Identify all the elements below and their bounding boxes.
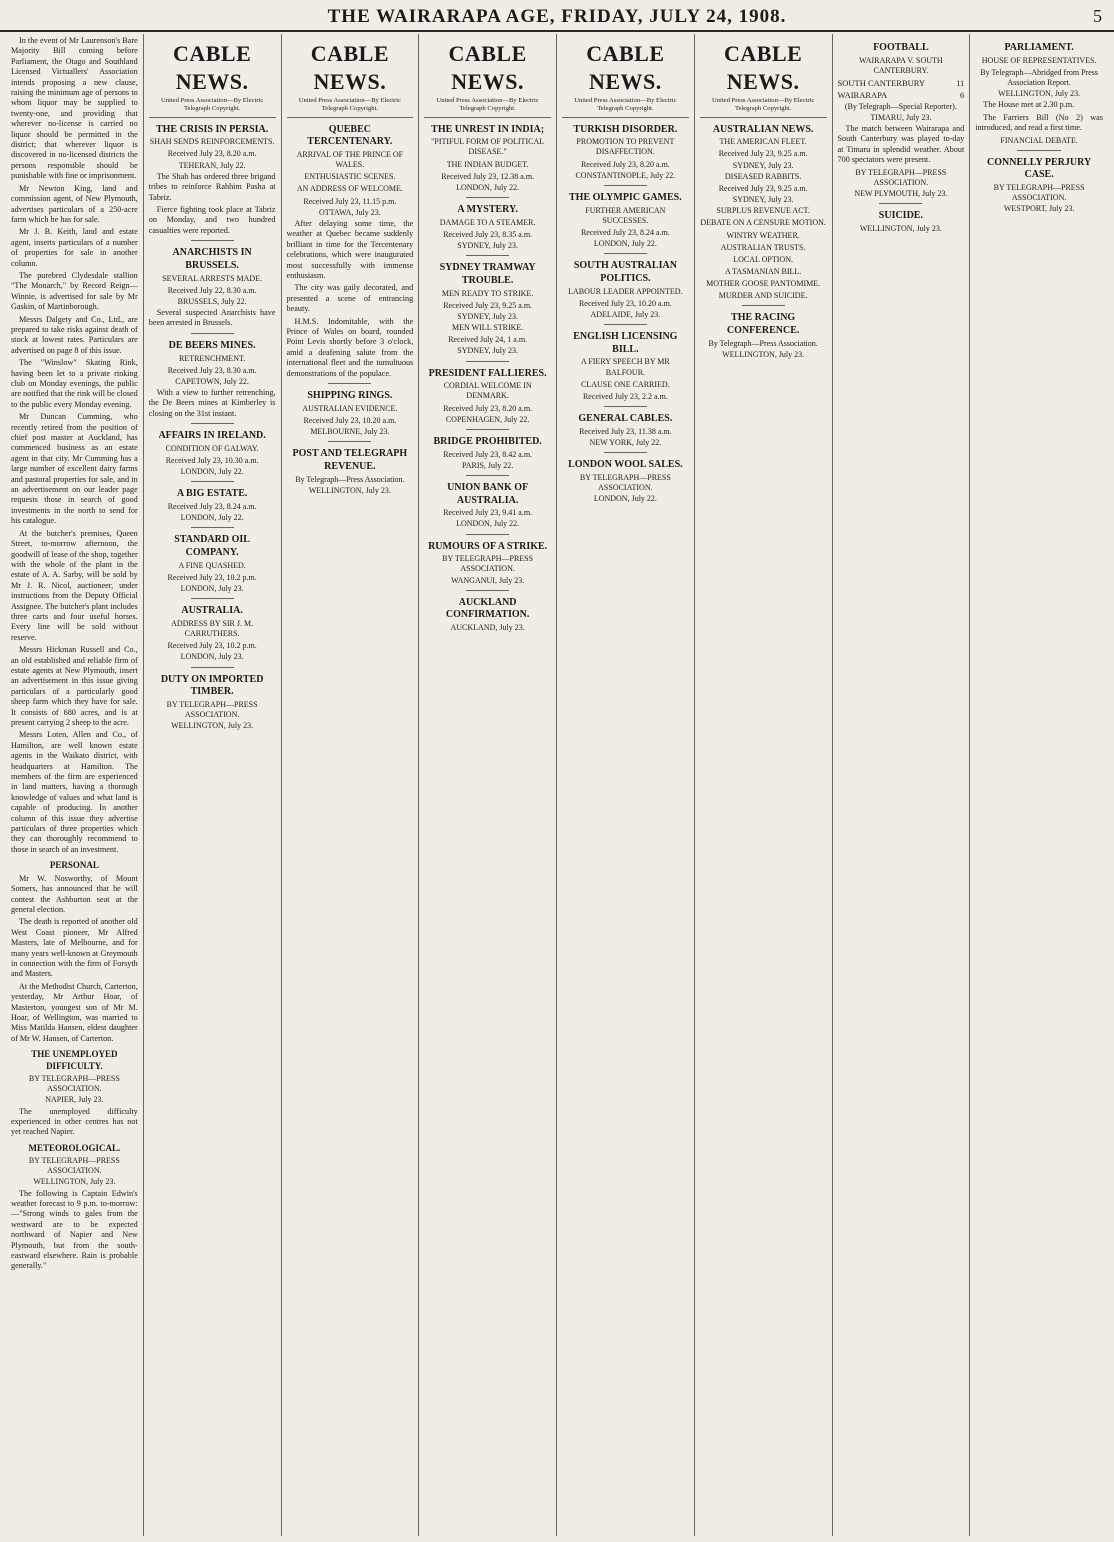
section-title: UNION BANK OF AUSTRALIA. — [447, 481, 529, 506]
section-subtitle: WAIRARAPA V. SOUTH CANTERBURY. — [859, 55, 943, 75]
section-title: STANDARD OIL COMPANY. — [174, 534, 250, 559]
score-row — [838, 78, 965, 89]
section-subtitle: CORDIAL WELCOME IN DENMARK. — [443, 381, 532, 401]
section-subtitle: CLAUSE ONE CARRIED. — [581, 379, 670, 389]
score-row — [838, 90, 965, 101]
section-subtitle: A TASMANIAN BILL. — [724, 267, 802, 276]
column-heading: CABLE NEWS. — [172, 41, 252, 94]
section-title: DE BEERS MINES. — [168, 339, 256, 351]
received-line: Received July 23, 10.2 p.m. — [167, 641, 257, 651]
section-subtitle: AUSTRALIAN EVIDENCE. — [302, 403, 398, 413]
dateline: SYDNEY, July 23. — [457, 241, 518, 251]
divider — [466, 197, 509, 198]
credit: BY TELEGRAPH—PRESS ASSOCIATION. — [28, 1156, 120, 1176]
section-title: A MYSTERY. — [457, 204, 518, 216]
section-title: THE CRISIS IN PERSIA. — [155, 123, 269, 135]
paragraph: The "Winslow" Skating Rink, having been let to a private rinking club on Monday evenings, the public are notified that the rink will be closed to the public every Monday evening. — [11, 358, 138, 409]
divider — [604, 185, 647, 186]
section-subtitle: MEN WILL STRIKE. — [451, 323, 524, 333]
paragraph: The House met at 2.30 p.m. — [983, 100, 1075, 110]
received-line: Received July 23, 8.20 a.m. — [443, 403, 533, 413]
received-line: Received July 23, 11.38 a.m. — [579, 426, 672, 436]
section-title: ENGLISH LICENSING BILL. — [573, 331, 678, 355]
paragraph: Messrs Hickman Russell and Co., an old established and reliable firm of estate agents at New Plymouth, insert an advertisement in this issue giving particulars of a particularly good sheep farm which they have for sale. It consists of 680 acres, and is at present carrying 2 sheep to the acre. — [11, 645, 138, 727]
received-line: Received July 23, 8.30 a.m. — [167, 365, 257, 375]
team-name: SOUTH CANTERBURY — [837, 78, 926, 88]
section-title: CONNELLY PERJURY CASE. — [987, 156, 1092, 181]
dateline: NEW PLYMOUTH, July 23. — [854, 188, 948, 198]
paragraph: In the event of Mr Laurenson's Bare Majority Bill coming before Parliament, the Otago and Southland Licensed Victuallers' Association intends proposing a new clause, raising the minimum age of persons to whom liquor may be supplied to twenty-one, and providing that wherever no-license is carried no liquor should be permitted in the district; that wherever liquor is discovered in no-licensed districts the persons responsible should be punishable with fine or imprisonment. — [11, 36, 138, 181]
dateline: OTTAWA, July 23. — [318, 207, 381, 217]
received-line: Received July 23, 9.25 a.m. — [718, 149, 808, 159]
received-line: Received July 23, 11.15 p.m. — [303, 196, 397, 206]
columns — [6, 34, 1108, 1536]
divider — [328, 383, 371, 384]
paragraph: Mr J. B. Keith, land and estate agent, inserts particulars of a number of properties for sale in another column. — [11, 227, 138, 268]
divider — [328, 441, 371, 442]
section-subtitle: WINTRY WEATHER. — [726, 230, 800, 240]
dateline: SYDNEY, July 23. — [732, 195, 794, 205]
section-subtitle: AN ADDRESS OF WELCOME. — [296, 184, 403, 194]
section-title: AUSTRALIAN NEWS. — [712, 123, 814, 135]
credit: BY TELEGRAPH—PRESS ASSOCIATION. — [579, 472, 671, 492]
paragraph: Mr Duncan Cumming, who recently retired from the position of chief post master at Auckland, has commenced business as an estate agent in that city. Mr Cumming has a large number of excellent dairy farms and pastoral properties for sale, and in an advertisement on our leader page requests those in search of good investments in the north to send for his catalogue. — [11, 412, 138, 526]
section-title: AUSTRALIA. — [181, 605, 243, 617]
section-subtitle: THE AMERICAN FLEET. — [719, 137, 807, 147]
received-line: Received July 23, 2.2 a.m. — [582, 391, 668, 401]
column-credit: United Press Association—By Electric Telegraph Copyright. — [149, 97, 276, 118]
divider — [604, 253, 647, 254]
divider — [191, 527, 234, 528]
column-3 — [282, 34, 420, 1536]
dateline: TEHERAN, July 22. — [178, 160, 246, 170]
received-line: Received July 23, 8.24 a.m. — [167, 502, 257, 512]
dateline: NAPIER, July 23. — [45, 1095, 104, 1105]
dateline: WELLINGTON, July 23. — [33, 1177, 116, 1187]
paragraph: The Shah has ordered three brigand tribes to reinforce Rahhim Pasha at Tabriz. — [148, 171, 276, 202]
column-6 — [695, 34, 833, 1536]
credit: BY TELEGRAPH—PRESS ASSOCIATION. — [993, 183, 1085, 203]
section-title: DUTY ON IMPORTED TIMBER. — [160, 673, 264, 698]
dateline: NEW YORK, July 22. — [589, 437, 662, 447]
dateline: LONDON, July 22. — [593, 494, 657, 504]
divider — [1017, 150, 1060, 151]
section-subtitle: LABOUR LEADER APPOINTED. — [568, 286, 683, 296]
paragraph: With a view to further retrenching, the De Beers mines at Kimberley is closing on the 31st instant. — [148, 388, 276, 418]
section-subtitle: ARRIVAL OF THE PRINCE OF WALES. — [296, 149, 404, 170]
section-subtitle: FINANCIAL DEBATE. — [1000, 135, 1078, 145]
section-subtitle: MURDER AND SUICIDE. — [718, 291, 808, 301]
divider — [191, 667, 234, 668]
column-heading: CABLE NEWS. — [586, 41, 665, 94]
credit: BY TELEGRAPH—PRESS ASSOCIATION. — [166, 699, 258, 720]
divider — [604, 324, 647, 325]
received-line: Received July 23, 8.24 a.m. — [580, 227, 670, 237]
divider — [191, 598, 234, 599]
received-line: Received July 23, 9.25 a.m. — [443, 300, 533, 310]
paragraph: The unemployed difficulty experienced in other centres has not yet reached Napier. — [11, 1106, 138, 1137]
divider — [191, 423, 234, 424]
dateline: WELLINGTON, July 23. — [998, 89, 1081, 99]
credit: BY TELEGRAPH—PRESS ASSOCIATION. — [442, 554, 534, 574]
divider — [466, 255, 509, 256]
section-subtitle: "PITIFUL FORM OF POLITICAL DISEASE." — [431, 137, 545, 157]
dateline: WELLINGTON, July 23. — [859, 223, 942, 233]
team-points: 11 — [956, 78, 965, 88]
section-title: METEOROLOGICAL. — [28, 1142, 121, 1153]
section-title: SUICIDE. — [878, 209, 923, 221]
dateline: LONDON, July 22. — [456, 519, 520, 529]
section-title: THE UNREST IN INDIA; — [431, 123, 545, 135]
paragraph: At the Methodist Church, Carterton, yesterday, Mr Arthur Hoar, of Masterton, youngest son of Mr M. Hoar, of Wellington, was married to Miss Matilda Hansen, eldest daughter of Mr W. Hansen, of Carterton. — [11, 981, 138, 1043]
section-title: FOOTBALL — [873, 42, 929, 53]
section-subtitle: MEN READY TO STRIKE. — [441, 288, 534, 298]
divider — [466, 475, 509, 476]
section-title: ANARCHISTS IN BRUSSELS. — [172, 247, 252, 271]
team-points: 6 — [960, 89, 965, 100]
dateline: COPENHAGEN, July 22. — [445, 414, 530, 424]
section-subtitle: ADDRESS BY SIR J. M. CARRUTHERS. — [171, 618, 254, 639]
section-title: PERSONAL — [49, 860, 99, 871]
dateline: SYDNEY, July 23. — [732, 160, 794, 170]
received-line: Received July 23, 9.41 a.m. — [443, 508, 533, 518]
paragraph: After delaying some time, the weather at Quebec became suddenly brilliant in time for the Tercentenary celebrations, which were inaugurated most successfully with immense enthusiasm. — [286, 218, 414, 280]
divider — [742, 305, 785, 306]
received-line: Received July 23, 8.42 a.m. — [443, 449, 533, 459]
section-title: THE RACING CONFERENCE. — [726, 312, 800, 337]
dateline: TIMARU, July 23. — [870, 112, 932, 122]
credit: By Telegraph—Press Association. — [295, 474, 405, 484]
column-credit: United Press Association—By Electric Telegraph Copyright. — [700, 97, 827, 118]
section-subtitle: SURPLUS REVENUE ACT. — [716, 206, 810, 216]
paragraph: Messrs Dalgety and Co., Ltd., are prepared to take risks against death of stock at lowest rates. Particulars are advertised on page 8 of this issue. — [11, 314, 138, 355]
dateline: WESTPORT, July 23. — [1003, 204, 1075, 214]
received-line: Received July 23, 12.38 a.m. — [441, 171, 535, 181]
received-line: Received July 23, 8.20 a.m. — [167, 149, 257, 159]
received-line: Received July 23, 10.2 p.m. — [167, 572, 257, 582]
column-credit: United Press Association—By Electric Telegraph Copyright. — [562, 97, 689, 118]
section-title: POST AND TELEGRAPH REVENUE. — [292, 448, 408, 472]
section-title: SHIPPING RINGS. — [307, 390, 393, 401]
divider — [604, 406, 647, 407]
section-subtitle: LOCAL OPTION. — [733, 254, 793, 264]
dateline: WELLINGTON, July 23. — [308, 485, 391, 495]
masthead-title: THE WAIRARAPA AGE, FRIDAY, JULY 24, 1908. — [327, 6, 787, 27]
divider — [191, 240, 234, 241]
column-5 — [557, 34, 695, 1536]
dateline: CAPETOWN, July 22. — [175, 376, 249, 386]
section-subtitle: DEBATE ON A CENSURE MOTION. — [700, 218, 826, 228]
masthead — [0, 4, 1114, 32]
divider — [191, 333, 234, 334]
section-title: A BIG ESTATE. — [176, 488, 248, 500]
section-subtitle: THE INDIAN BUDGET. — [446, 159, 529, 169]
divider — [191, 481, 234, 482]
section-subtitle: FURTHER AMERICAN SUCCESSES. — [585, 205, 666, 225]
team-name: WAIRARAPA — [837, 89, 888, 100]
dateline: LONDON, July 22. — [593, 239, 657, 249]
received-line: Received July 22, 8.30 a.m. — [167, 285, 257, 295]
paragraph: Fierce fighting took place at Tabriz on Monday, and two hundred casualties were reported. — [148, 204, 276, 235]
credit: BY TELEGRAPH—PRESS ASSOCIATION. — [855, 167, 947, 187]
divider — [466, 361, 509, 362]
paragraph: Mr Newton King, land and commission agent, of New Plymouth, advertises particulars of a 250-acre farm which he has for sale. — [11, 183, 138, 224]
dateline: MELBOURNE, July 23. — [310, 427, 390, 436]
section-subtitle: A FIERY SPEECH BY MR BALFOUR. — [580, 357, 670, 377]
credit: By Telegraph—Abridged from Press Association Report. — [980, 67, 1098, 87]
section-title: PARLIAMENT. — [1004, 42, 1074, 53]
credit: (By Telegraph—Special Reporter). — [844, 101, 957, 111]
section-title: THE OLYMPIC GAMES. — [569, 191, 682, 203]
section-subtitle: RETRENCHMENT. — [178, 353, 246, 363]
column-2 — [144, 34, 282, 1536]
section-title: PRESIDENT FALLIERES. — [428, 367, 547, 379]
section-title: RUMOURS OF A STRIKE. — [428, 540, 548, 552]
section-title: THE UNEMPLOYED DIFFICULTY. — [31, 1049, 118, 1071]
paragraph: H.M.S. Indomitable, with the Prince of Wales on board, rounded Point Levis shortly before 3 o'clock, amid a deafening salute from the international fleet and the tumultuous demonstrations of the populace. — [286, 316, 414, 378]
divider — [604, 452, 647, 453]
credit: BY TELEGRAPH—PRESS ASSOCIATION. — [28, 1074, 120, 1094]
dateline: LONDON, July 22. — [180, 513, 244, 523]
section-title: GENERAL CABLES. — [578, 413, 673, 425]
credit: By Telegraph—Press Association. — [708, 338, 818, 348]
dateline: LONDON, July 22. — [180, 467, 244, 477]
dateline: BRUSSELS, July 22. — [177, 296, 247, 306]
paragraph: The Farriers Bill (No 2) was introduced, and read a first time. — [975, 112, 1103, 133]
paragraph: The purebred Clydesdale stallion "The Monarch," by Record Reign—Winnie, is advertised for sale by Mr Gaskin, of Martinborough. — [11, 270, 138, 312]
section-subtitle: CONDITION OF GALWAY. — [165, 443, 259, 453]
section-subtitle: MOTHER GOOSE PANTOMIME. — [706, 279, 821, 289]
received-line: Received July 23, 8.20 a.m. — [580, 159, 670, 169]
column-heading: CABLE NEWS. — [310, 41, 390, 94]
section-title: SYDNEY TRAMWAY TROUBLE. — [439, 262, 536, 286]
section-title: AFFAIRS IN IRELAND. — [158, 430, 266, 442]
received-line: Received July 23, 10.20 a.m. — [303, 415, 397, 425]
section-subtitle: SHAH SENDS REINFORCEMENTS. — [149, 137, 275, 147]
section-subtitle: ENTHUSIASTIC SCENES. — [304, 172, 396, 182]
paragraph: Mr W. Nosworthy, of Mount Somers, has announced that he will contest the Ashburton seat at the general election. — [11, 873, 138, 914]
section-subtitle: HOUSE OF REPRESENTATIVES. — [981, 55, 1097, 65]
section-title: AUCKLAND CONFIRMATION. — [445, 596, 530, 621]
paragraph: Messrs Loten, Allen and Co., of Hamilton, are well known estate agents in the Waikato district, with headquarters at Hamilton. The members of the firm are experienced in land matters, having a thorough knowledge of values and what land is capable of producing. In another column of this issue they advertise particulars of three properties which they can thoroughly recommend to those in search of an investment. — [11, 730, 138, 854]
dateline: PARIS, July 22. — [461, 460, 514, 470]
section-title: QUEBEC TERCENTENARY. — [307, 123, 393, 148]
paragraph: The match between Wairarapa and South Canterbury was played to-day at Timaru in splendid weather. About 700 spectators were present. — [837, 123, 965, 165]
divider — [466, 534, 509, 535]
column-credit: United Press Association—By Electric Telegraph Copyright. — [287, 97, 414, 118]
section-subtitle: DISEASED RABBITS. — [724, 171, 802, 181]
column-8 — [970, 34, 1108, 1536]
paragraph: The following is Captain Edwin's weather forecast to 9 p.m. to-morrow:—"Strong winds to gales from the westward are to be expected northward of Napier and New Plymouth, but from the south-eastward elsewhere. Rain is probable generally." — [11, 1188, 138, 1271]
paragraph: At the butcher's premises, Queen Street, to-morrow afternoon, the goodwill of lease of the shop, together with the whole of the plant in the estate of A. A. Sarby, will be sold by Mr J. R. Nicol, auctioneer, under instructions from the Deputy Official Assignee. The butcher's plant includes three carts and four useful horses. Every line will be sold without reserve. — [11, 528, 138, 642]
dateline: CONSTANTINOPLE, July 22. — [575, 170, 676, 180]
divider — [466, 590, 509, 591]
received-line: Received July 23, 9.25 a.m. — [718, 183, 808, 193]
paragraph: Several suspected Anarchists have been arrested in Brussels. — [148, 308, 276, 328]
paragraph: The death is reported of another old West Coast pioneer, Mr Alfred Masters, late of Melbourne, and for many years well-known at Greymouth in connection with the firm of Forsyth and Masters. — [11, 917, 138, 979]
column-credit: United Press Association—By Electric Telegraph Copyright. — [424, 97, 551, 118]
section-subtitle: PROMOTION TO PREVENT DISAFFECTION. — [576, 137, 675, 157]
section-title: TURKISH DISORDER. — [573, 123, 678, 135]
dateline: SYDNEY, July 23. — [457, 346, 518, 356]
paragraph: The city was gaily decorated, and presented a scene of entrancing beauty. — [286, 283, 414, 314]
section-subtitle: A FINE QUASHED. — [178, 560, 246, 570]
dateline: LONDON, July 23. — [180, 652, 244, 662]
section-subtitle: SEVERAL ARRESTS MADE. — [162, 273, 263, 283]
dateline: WELLINGTON, July 23. — [722, 350, 805, 359]
dateline: SYDNEY, July 23. — [457, 311, 518, 321]
dateline: LONDON, July 23. — [180, 584, 244, 594]
column-heading: CABLE NEWS. — [723, 41, 803, 94]
section-title: LONDON WOOL SALES. — [568, 459, 683, 471]
divider — [879, 203, 922, 204]
column-7 — [833, 34, 971, 1536]
column-1 — [6, 34, 144, 1536]
section-subtitle: DAMAGE TO A STEAMER. — [439, 217, 536, 227]
received-line: Received July 23, 10.20 a.m. — [578, 298, 672, 308]
dateline: ADELAIDE, July 23. — [590, 309, 661, 319]
received-line: Received July 23, 10.30 a.m. — [165, 456, 259, 466]
column-4 — [419, 34, 557, 1536]
received-line: Received July 23, 8.35 a.m. — [443, 229, 533, 239]
received-line: Received July 24, 1 a.m. — [448, 335, 528, 345]
section-title: SOUTH AUSTRALIAN POLITICS. — [573, 260, 677, 284]
dateline: LONDON, July 22. — [456, 182, 520, 192]
dateline: WANGANUI, July 23. — [450, 575, 525, 585]
section-subtitle: AUSTRALIAN TRUSTS. — [720, 242, 806, 252]
section-title: BRIDGE PROHIBITED. — [433, 435, 542, 447]
dateline: WELLINGTON, July 23. — [171, 721, 254, 731]
page-number: 5 — [1093, 6, 1102, 26]
dateline: AUCKLAND, July 23. — [450, 623, 525, 633]
column-heading: CABLE NEWS. — [448, 41, 527, 94]
divider — [466, 429, 509, 430]
